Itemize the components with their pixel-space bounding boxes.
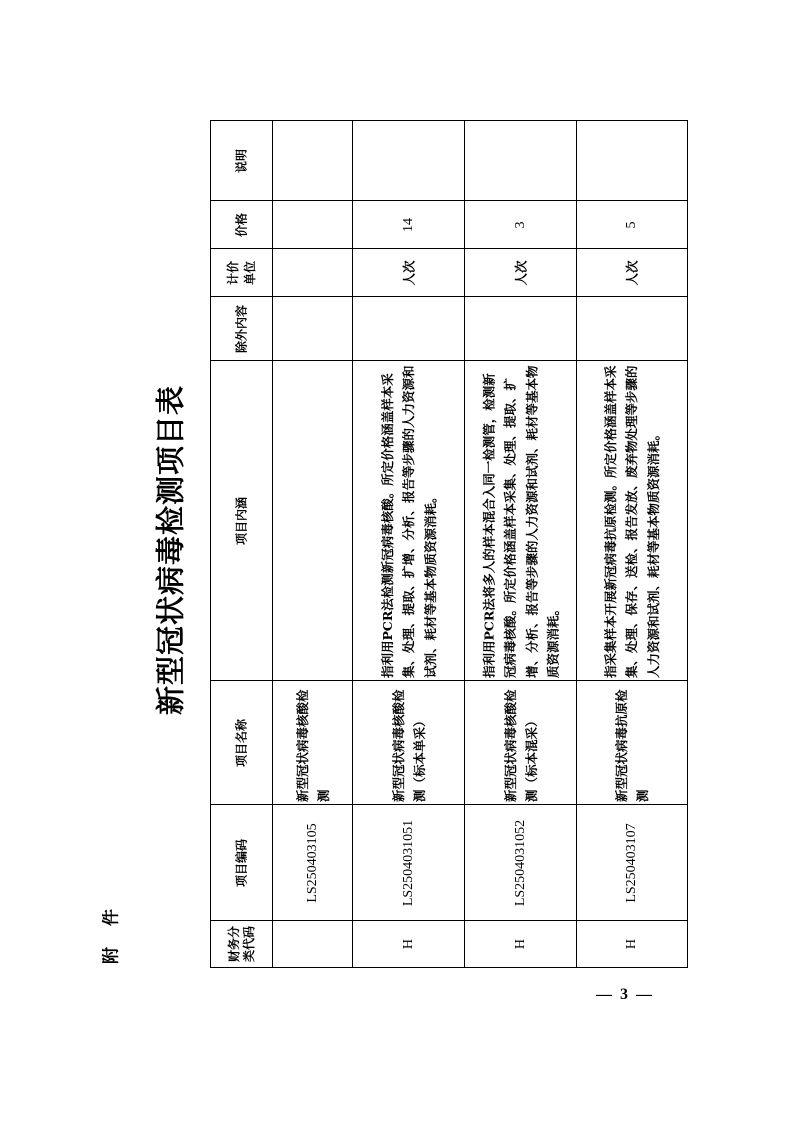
row-code-cell [273, 805, 352, 921]
row-unit-cell [577, 249, 687, 297]
row-name: 新型冠状病毒核酸检测（标本混采） [502, 688, 539, 802]
row-code: LS250403107 [624, 822, 640, 903]
row-name: 新型冠状病毒核酸检测 [294, 688, 331, 802]
page-title-container [148, 385, 190, 715]
row-unit: 人次 [624, 259, 640, 286]
row-price-cell [577, 201, 687, 249]
header-unit: 计价单位 [211, 249, 272, 297]
row-code-cell [465, 805, 576, 921]
row-category-cell [465, 921, 576, 967]
table-row [465, 121, 577, 967]
row-content: 指利用PCR法将多人的样本混合入同一检测管，检测新冠病毒核酸。所定价格涵盖样本采集、处理、提取、扩增、分析、报告等步骤的人力资源和试剂、耗材等基本物质资源消耗。 [481, 364, 560, 678]
row-content-cell [577, 361, 687, 681]
attachment-label [100, 905, 140, 975]
header-column [211, 121, 273, 967]
row-category: H [624, 938, 640, 950]
row-category: H [400, 938, 416, 950]
row-code: LS250403105 [304, 822, 320, 903]
row-name: 新型冠状病毒抗原检测 [613, 688, 650, 802]
row-category-cell [577, 921, 687, 967]
row-content: 指采集样本开展新冠病毒抗原检测。所定价格涵盖样本采集、处理、保存、送检、报告发放、废弃物处理等步骤的人力资源和试剂、耗材等基本物质资源消耗。 [603, 364, 661, 678]
row-code: LS2504031052 [512, 819, 528, 906]
header-content: 项目内涵 [211, 361, 272, 681]
row-name-cell [577, 681, 687, 805]
row-price: 5 [624, 221, 640, 228]
header-name: 项目名称 [211, 681, 272, 805]
row-unit: 人次 [400, 259, 416, 286]
table-row [273, 121, 353, 967]
table-row [577, 121, 687, 967]
row-name: 新型冠状病毒核酸检测（标本单采） [390, 688, 427, 802]
project-table [210, 120, 688, 968]
table-row [353, 121, 465, 967]
row-price: 14 [400, 217, 416, 232]
row-unit-cell [465, 249, 576, 297]
header-category: 财务分类代码 [226, 926, 256, 963]
header-code: 项目编码 [211, 805, 272, 921]
page-number: — 3 — [596, 986, 654, 1003]
attachment-char-2: 件 [101, 909, 122, 926]
row-content: 指利用PCR法检测新冠病毒核酸。所定价格涵盖样本采集、处理、提取、扩增、分析、报告等步骤的人力资源和试剂、耗材等基本物质资源消耗。 [379, 364, 438, 678]
row-price-cell [465, 201, 576, 249]
row-category-cell [353, 921, 464, 967]
row-code-cell [577, 805, 687, 921]
header-price: 价格 [211, 201, 272, 249]
row-content-cell [465, 361, 576, 681]
row-category: H [512, 938, 528, 950]
row-name-cell [465, 681, 576, 805]
row-content-cell [353, 361, 464, 681]
row-name-cell [273, 681, 352, 805]
row-name-cell [353, 681, 464, 805]
row-price: 3 [512, 221, 528, 228]
row-unit: 人次 [512, 259, 528, 286]
attachment-char-1: 附 [101, 947, 122, 964]
row-code: LS2504031051 [400, 819, 416, 906]
page-title: 新型冠状病毒检测项目表 [153, 384, 188, 715]
row-price-cell [353, 201, 464, 249]
header-excluded: 除外内容 [211, 297, 272, 361]
row-code-cell [353, 805, 464, 921]
header-note: 说明 [211, 121, 272, 201]
row-unit-cell [353, 249, 464, 297]
